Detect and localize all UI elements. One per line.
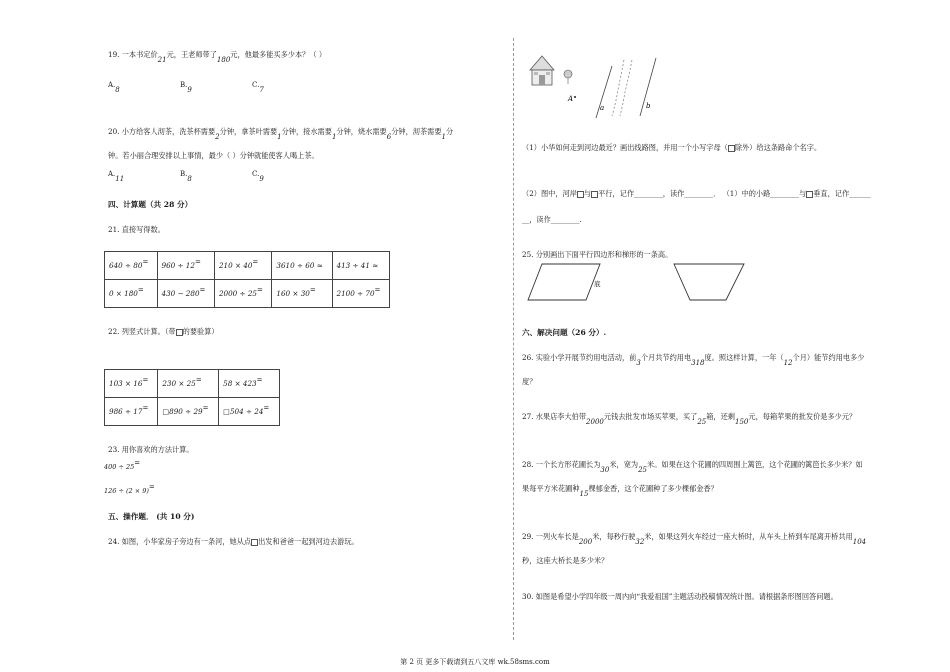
river-figure (528, 50, 688, 120)
question-28: 28. 一个长方形花圃长为30米，宽为25米。如果在这个花圃的四周围上篱笆，这个花圃的篱笆长多少米？如 (522, 460, 863, 474)
question-24-part-2-line2: __，读作________. (522, 215, 582, 224)
q22-table (104, 369, 280, 426)
question-20: 20. 小方给客人沏茶，洗茶杯需要2分钟，拿茶叶需要1分钟，接水需要1分钟，烧水需要6分钟，沏茶需要1分 (108, 127, 454, 141)
line-b-label: b (646, 102, 651, 110)
house-icon (530, 56, 572, 85)
section-4-heading: 四、计算题（共 28 分） (108, 200, 193, 209)
table-cell: 960 ÷ 12= (157, 252, 214, 280)
option-b: B.9 (180, 81, 192, 94)
table-row (105, 280, 390, 308)
table-cell: 103 × 16= (105, 370, 158, 398)
table-row (105, 398, 280, 426)
option-b: B.8 (180, 170, 192, 183)
point-a-marker (574, 96, 576, 98)
q21-table (104, 251, 390, 308)
question-26: 26. 实验小学开展节约用电活动，前3个月共节约用电318度。照这样计算，一年（12个月）能节约用电多少 (522, 353, 865, 367)
question-30: 30. 如图是希望小学四年级一周内向“我爱祖国”主题活动投稿情况统计图。请根据条形图回答问题。 (522, 592, 838, 601)
question-24-part-1: （1）小华如何走到河边最近？画出线路图，并用一个小写字母（ 除外）给这条路命个名字。 (522, 143, 822, 152)
q23-expr-1: 400 ÷ 25= (104, 459, 141, 471)
table-cell: 2100 ÷ 70= (332, 280, 390, 308)
question-28-line2: 果每平方米花圃种15棵郁金香，这个花圃种了多少棵郁金香？ (522, 484, 718, 498)
column-divider (513, 38, 514, 640)
table-cell: 0 × 180= (105, 280, 158, 308)
square-icon (176, 329, 183, 336)
square-icon (577, 191, 584, 198)
table-cell: 986 ÷ 17= (105, 398, 158, 426)
line-a-label: a (600, 104, 605, 112)
table-cell: 3610 ÷ 60 ≈ (272, 252, 332, 280)
trapezoid (674, 264, 744, 300)
section-5-heading: 五、操作题． (共 10 分) (108, 512, 195, 521)
question-24-part-2: （2）图中，河岸 与 平行，记作________，读作________． （1）中的小路________与 垂直，记作______ (522, 189, 871, 198)
question-21-title: 21. 直接写得数。 (108, 225, 165, 234)
base-label: 底 (594, 280, 601, 288)
table-cell: 160 × 30= (272, 280, 332, 308)
table-cell: 2000 ÷ 25= (214, 280, 271, 308)
river-wave (620, 60, 632, 116)
square-icon (728, 145, 735, 152)
table-cell: 230 × 25= (158, 370, 219, 398)
table-row (105, 252, 390, 280)
parallelogram (528, 264, 600, 300)
question-25-title: 25. 分别画出下面平行四边形和梯形的一条高。 (522, 250, 673, 259)
page-footer: 第 2 页 更多下载请到五八文库 wk.58sms.com (400, 658, 550, 666)
table-cell: 413 ÷ 41 ≈ (332, 252, 390, 280)
question-24: 24. 如图，小华家房子旁边有一条河，她从点 出发和爸爸一起到河边去游玩。 (108, 537, 359, 546)
shapes-figure (526, 262, 746, 306)
point-label: A (568, 95, 574, 103)
table-cell: □890 ÷ 29= (158, 398, 219, 426)
option-a: A.8 (108, 81, 120, 94)
option-a: A.11 (108, 170, 125, 183)
question-29: 29. 一列火车长是200米，每秒行驶32米，如果这列火车经过一座大桥时，从车头上桥到车尾离开桥共用104 (522, 532, 867, 546)
table-cell: 210 × 40= (214, 252, 271, 280)
option-c: C.9 (252, 170, 264, 183)
option-c: C.7 (252, 81, 264, 94)
question-29-line2: 秒，这座大桥长是多少米？ (522, 556, 609, 565)
question-27: 27. 水果店李大伯带2000元钱去批发市场买苹果，买了25箱，还剩150元，每箱苹果的批发价是多少元？ (522, 412, 857, 426)
table-cell: 640 ÷ 80= (105, 252, 158, 280)
q23-expr-2: 126 ÷ (2 × 9)= (104, 483, 155, 495)
table-cell: 430 − 280= (157, 280, 214, 308)
table-row (105, 370, 280, 398)
section-6-heading: 六、解决问题（26 分）. (522, 328, 607, 337)
question-20-line2: 钟。若小丽合理安排以上事情，最少（ ）分钟就能使客人喝上茶。 (108, 151, 319, 160)
question-23-title: 23. 用你喜欢的方法计算。 (108, 445, 194, 454)
question-22-title: 22. 列竖式计算。（带 的要验算） (108, 327, 219, 336)
question-26-line2: 度？ (522, 377, 537, 386)
table-cell: □504 ÷ 24= (219, 398, 280, 426)
question-19: 19. 一本书定价21元，王老师带了180元，他最多能买多少本？（ ） (108, 50, 327, 64)
table-cell: 58 × 423= (219, 370, 280, 398)
